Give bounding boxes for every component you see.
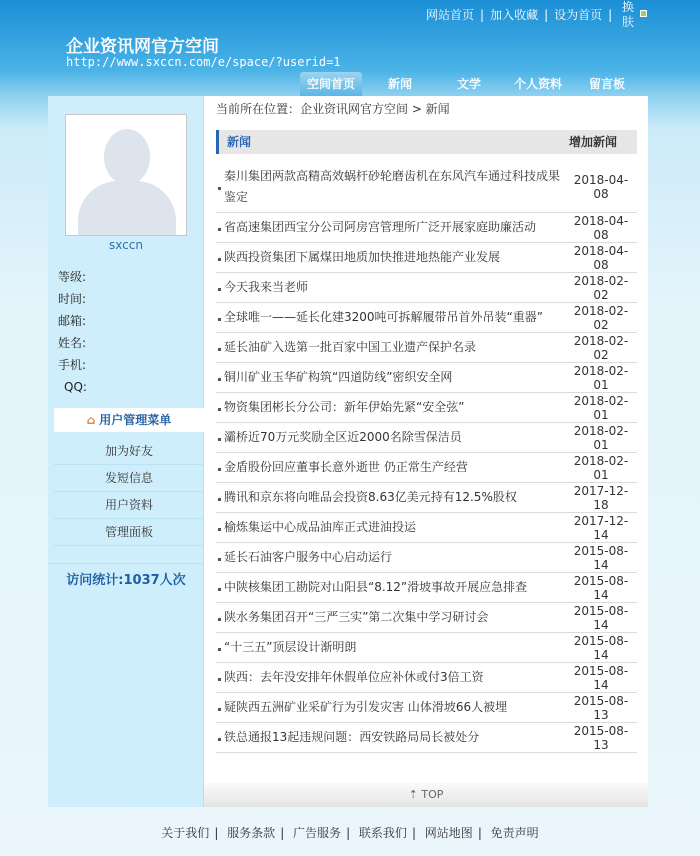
news-date: 2015-08-14 <box>573 633 629 662</box>
divider: | <box>480 7 485 22</box>
news-row <box>216 213 637 243</box>
site-title: 企业资讯网官方空间 <box>66 37 219 57</box>
top-label: TOP <box>421 788 444 801</box>
home-icon: ⌂ <box>86 413 96 427</box>
site-url: http://www.sxccn.com/e/space/?userid=1 <box>66 55 341 69</box>
news-date: 2015-08-14 <box>573 543 629 572</box>
news-date: 2017-12-18 <box>573 483 629 512</box>
news-row <box>216 573 637 603</box>
add-friend-link[interactable]: 加为好友 <box>54 438 204 465</box>
bullet-icon <box>218 258 221 261</box>
news-row <box>216 633 637 663</box>
skin-switch-link[interactable]: 换肤 <box>622 0 635 29</box>
user-menu-header <box>54 408 204 432</box>
bullet-icon <box>218 378 221 381</box>
news-title-link[interactable]: 陕西：去年没安排年休假单位应补休或付3倍工资 <box>224 670 484 684</box>
news-header-title[interactable]: 新闻 <box>227 135 252 149</box>
news-list <box>216 162 637 753</box>
bullet-icon <box>218 288 221 291</box>
set-homepage-link[interactable]: 设为首页 <box>554 8 603 22</box>
news-date: 2018-02-02 <box>573 303 629 332</box>
news-row <box>216 273 637 303</box>
bullet-icon <box>218 187 221 190</box>
news-row <box>216 663 637 693</box>
news-row <box>216 423 637 453</box>
news-title-link[interactable]: 陕西投资集团下属煤田地质加快推进地热能产业发展 <box>224 250 501 264</box>
news-row <box>216 543 637 573</box>
visit-count: 访问统计:1037人次 <box>48 563 204 597</box>
footer-ads[interactable]: 广告服务 <box>293 826 342 840</box>
news-title-link[interactable]: 延长石油客户服务中心启动运行 <box>224 550 393 564</box>
news-date: 2015-08-14 <box>573 573 629 602</box>
nav-guestbook[interactable]: 留言板 <box>588 77 625 91</box>
bullet-icon <box>218 228 221 231</box>
nav-news[interactable]: 新闻 <box>387 77 412 91</box>
news-date: 2018-04-08 <box>573 213 629 242</box>
divider: | <box>608 7 613 22</box>
breadcrumb: 当前所在位置：企业资讯网官方空间 > 新闻 <box>216 102 450 116</box>
news-date: 2018-04-08 <box>573 243 629 272</box>
name-label: 姓名: <box>58 336 87 350</box>
main-nav <box>300 72 645 96</box>
news-row <box>216 162 637 213</box>
news-title-link[interactable]: 延长油矿入选第一批百家中国工业遗产保护名录 <box>224 340 477 354</box>
avatar[interactable] <box>65 114 187 236</box>
avatar-body-shape <box>78 181 176 236</box>
news-row <box>216 513 637 543</box>
footer-terms[interactable]: 服务条款 <box>227 826 276 840</box>
news-title-link[interactable]: 秦川集团两款高精高效蜗杆砂轮磨齿机在东风汽车通过科技成果鉴定 <box>224 169 561 204</box>
footer-about[interactable]: 关于我们 <box>161 826 210 840</box>
news-row <box>216 453 637 483</box>
qq-label: QQ: <box>64 380 87 394</box>
news-row <box>216 303 637 333</box>
news-title-link[interactable]: 今天我来当老师 <box>224 280 309 294</box>
user-info-link[interactable]: 用户资料 <box>54 492 204 519</box>
skin-color-icon[interactable] <box>640 10 647 17</box>
news-date: 2015-08-14 <box>573 603 629 632</box>
bullet-icon <box>218 468 221 471</box>
divider: | <box>544 7 549 22</box>
news-header <box>216 130 637 154</box>
news-title-link[interactable]: 铁总通报13起违规问题：西安铁路局局长被处分 <box>224 730 480 744</box>
footer: 关于我们 | 服务条款 | 广告服务 | 联系我们 | 网站地图 | 免责声明 <box>0 824 700 841</box>
news-row <box>216 723 637 753</box>
news-title-link[interactable]: 灞桥近70万元奖励全区近2000名除雪保洁员 <box>224 430 462 444</box>
bullet-icon <box>218 528 221 531</box>
top-links <box>420 6 612 23</box>
level-label: 等级: <box>58 270 87 284</box>
news-title-link[interactable]: 金盾股份回应董事长意外逝世 仍正常生产经营 <box>224 460 468 474</box>
bullet-icon <box>218 558 221 561</box>
sidebar <box>48 96 204 807</box>
bullet-icon <box>218 408 221 411</box>
bullet-icon <box>218 708 221 711</box>
username[interactable]: sxccn <box>109 238 143 252</box>
bullet-icon <box>218 648 221 651</box>
main-content <box>204 96 648 807</box>
send-message-link[interactable]: 发短信息 <box>54 465 204 492</box>
bullet-icon <box>218 618 221 621</box>
news-row <box>216 333 637 363</box>
news-date: 2018-02-01 <box>573 453 629 482</box>
avatar-head-shape <box>104 129 150 185</box>
news-row <box>216 483 637 513</box>
home-link[interactable]: 网站首页 <box>426 8 475 22</box>
news-date: 2018-04-08 <box>573 173 629 201</box>
footer-sitemap[interactable]: 网站地图 <box>424 826 473 840</box>
news-date: 2015-08-13 <box>573 723 629 752</box>
news-date: 2018-02-01 <box>573 393 629 422</box>
news-date: 2018-02-02 <box>573 273 629 302</box>
news-date: 2015-08-14 <box>573 663 629 692</box>
user-menu <box>54 438 204 546</box>
news-row <box>216 243 637 273</box>
news-row <box>216 693 637 723</box>
bullet-icon <box>218 588 221 591</box>
news-row <box>216 603 637 633</box>
news-title-link[interactable]: 陕水务集团召开“三严三实”第二次集中学习研讨会 <box>224 610 489 624</box>
news-title-link[interactable]: 疑陕西五洲矿业采矿行为引发灾害 山体滑坡66人被埋 <box>224 700 508 714</box>
email-label: 邮箱: <box>58 314 87 328</box>
nav-space-home[interactable]: 空间首页 <box>300 72 362 96</box>
bullet-icon <box>218 348 221 351</box>
news-title-link[interactable]: 省高速集团西宝分公司阿房宫管理所广泛开展家庭助廉活动 <box>224 220 537 234</box>
phone-label: 手机: <box>58 358 87 372</box>
nav-profile[interactable]: 个人资料 <box>513 77 562 91</box>
news-title-link[interactable]: 全球唯一——延长化建3200吨可拆解履带吊首外吊装“重器” <box>224 310 543 324</box>
news-date: 2017-12-14 <box>573 513 629 542</box>
profile-info <box>58 266 87 398</box>
back-to-top[interactable] <box>204 783 648 807</box>
add-favorite-link[interactable]: 加入收藏 <box>490 8 539 22</box>
bullet-icon <box>218 438 221 441</box>
news-title-link[interactable]: 腾讯和京东将向唯品会投资8.63亿美元持有12.5%股权 <box>224 490 517 504</box>
nav-literature[interactable]: 文学 <box>456 77 481 91</box>
footer-disclaimer[interactable]: 免责声明 <box>490 826 539 840</box>
admin-panel-link[interactable]: 管理面板 <box>54 519 204 546</box>
bullet-icon <box>218 678 221 681</box>
bullet-icon <box>218 498 221 501</box>
news-title-link[interactable]: 中陕核集团工勘院对山阳县“8.12”滑坡事故开展应急排查 <box>224 580 528 594</box>
news-date: 2015-08-13 <box>573 693 629 722</box>
up-arrow-icon: ⇡ <box>408 788 418 801</box>
time-label: 时间: <box>58 292 87 306</box>
bullet-icon <box>218 318 221 321</box>
news-title-link[interactable]: “十三五”顶层设计渐明朗 <box>224 640 357 654</box>
footer-contact[interactable]: 联系我们 <box>358 826 407 840</box>
user-menu-title: 用户管理菜单 <box>99 413 172 427</box>
bullet-icon <box>218 738 221 741</box>
news-date: 2018-02-01 <box>573 363 629 392</box>
add-news-link[interactable]: 增加新闻 <box>568 135 617 149</box>
news-title-link[interactable]: 物资集团彬长分公司：新年伊始先紧“安全弦” <box>224 400 465 414</box>
news-date: 2018-02-01 <box>573 423 629 452</box>
news-row <box>216 363 637 393</box>
news-row <box>216 393 637 423</box>
news-date: 2018-02-02 <box>573 333 629 362</box>
news-title-link[interactable]: 铜川矿业玉华矿构筑“四道防线”密织安全网 <box>224 370 453 384</box>
news-title-link[interactable]: 榆炼集运中心成品油库正式进油投运 <box>224 520 417 534</box>
